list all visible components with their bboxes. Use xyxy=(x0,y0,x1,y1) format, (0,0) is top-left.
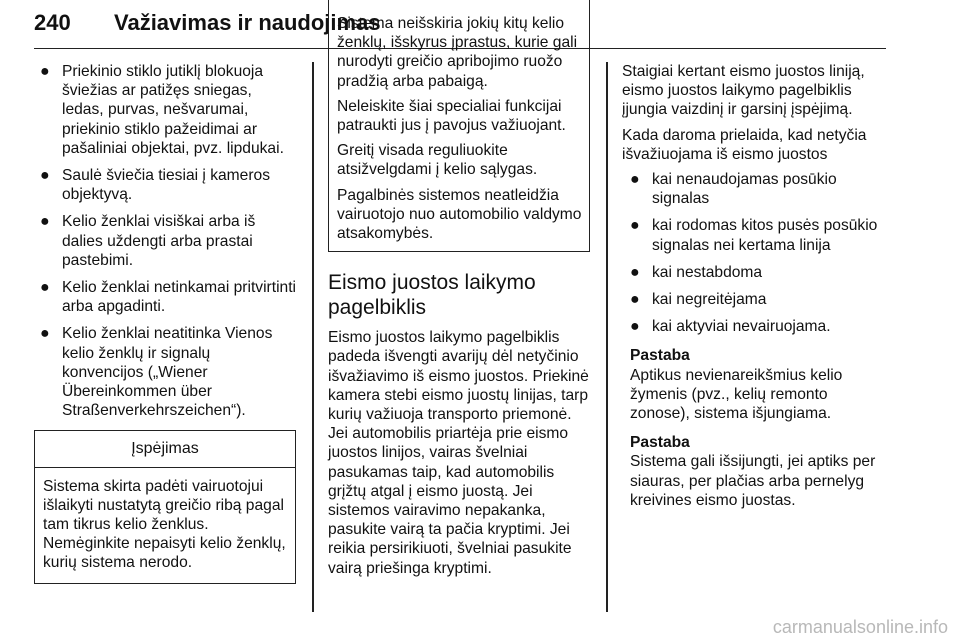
bullet-icon: ● xyxy=(630,217,640,235)
warning-paragraph: Sistema neišskiria jokių kitų kelio ženklų, išskyrus įprastus, kurie gali nurodyti greičio apribojimo ruožo pradžią arba pabaigą. xyxy=(337,15,578,90)
bullet-icon: ● xyxy=(40,325,50,343)
chapter-title: Važiavimas ir naudojimas xyxy=(114,10,381,35)
bullet-icon: ● xyxy=(630,318,640,336)
note-title: Pastaba xyxy=(630,434,690,452)
warning-title: Įspėjimas xyxy=(35,431,295,467)
column-divider-2 xyxy=(606,62,608,612)
warning-paragraph: Greitį visada reguliuokite atsižvelgdami į kelio sąlygas. xyxy=(337,142,538,179)
warning-paragraph: Pagalbinės sistemos neatleidžia vairuotojo nuo automobilio valdymo atsakomybės. xyxy=(337,186,582,243)
list-item: ● kai nestabdoma xyxy=(630,263,763,281)
column-2 xyxy=(328,15,590,578)
note-block xyxy=(630,433,890,510)
condition-list xyxy=(34,62,296,420)
section-body: Eismo juostos laikymo pagelbiklis padeda išvengti avarijų dėl netyčinio išvažiavimo iš eismo juostos. Priekinė kamera stebi eismo juostų linijas, tarp kurių važiuoja transporto priemonė. Jei automobilis priartėja prie eismo juostos linijos, vairas švelniai pasukamas taip, kad automobilis grįžtų atgal į eismo juostą. Jei sistemos vairavimo nepakanka, pasukite vairą ta pačia kryptimi. Jei reikia persirikiuoti, švelniai pasukite vairą priešinga kryptimi. xyxy=(328,329,589,577)
note-block xyxy=(630,346,890,423)
list-item: ● Kelio ženklai neatitinka Vienos kelio ženklų ir signalų konvencijos („Wiener Übereinkommen über Straßenverkehrszeichen“). xyxy=(40,325,273,420)
list-item: ● Saulė šviečia tiesiai į kameros objektyvą. xyxy=(40,167,271,204)
note-title: Pastaba xyxy=(630,347,690,365)
column-3 xyxy=(622,62,890,510)
bullet-icon: ● xyxy=(40,213,50,231)
bullet-icon: ● xyxy=(630,263,640,281)
list-item: ● kai rodomas kitos pusės posūkio signalas nei kertama linija xyxy=(630,217,878,254)
watermark: carmanualsonline.info xyxy=(772,617,948,637)
warning-paragraph: Neleiskite šiai specialiai funkcijai patraukti jus į pavojus važiuojant. xyxy=(337,97,566,135)
paragraph: Staigiai kertant eismo juostos liniją, eismo juostos laikymo pagelbiklis įjungia vaizdinį ir garsinį įspėjimą. xyxy=(622,63,865,119)
list-item: ● Kelio ženklai visiškai arba iš dalies uždengti arba prastai pastebimi. xyxy=(40,213,256,269)
column-divider-1 xyxy=(312,62,314,612)
column-1 xyxy=(34,62,296,584)
departure-conditions-list xyxy=(630,170,890,336)
bullet-icon: ● xyxy=(40,279,50,297)
list-item: ● Kelio ženklai netinkamai pritvirtinti arba apgadinti. xyxy=(40,279,297,316)
section-title: Eismo juostos laikymo pagelbiklis xyxy=(328,271,536,320)
bullet-icon: ● xyxy=(630,291,640,309)
warning-body: Sistema skirta padėti vairuotojui išlaikyti nustatytą greičio ribą pagal tam tikrus kelio ženklus. Nemėginkite nepaisyti kelio ženklų, kurių sistema nerodo. xyxy=(43,477,286,572)
list-item: ● kai negreitėjama xyxy=(630,291,767,309)
list-item: ● kai nenaudojamas posūkio signalas xyxy=(630,171,837,208)
bullet-icon: ● xyxy=(40,63,50,80)
bullet-icon: ● xyxy=(630,171,640,189)
warning-box-continued xyxy=(328,0,590,252)
paragraph: Kada daroma prielaida, kad netyčia išvažiuojama iš eismo juostos xyxy=(622,126,867,163)
bullet-icon: ● xyxy=(40,167,50,185)
note-body: Aptikus nevienareikšmius kelio žymenis (pvz., kelių remonto zonose), sistema išjungiama. xyxy=(630,366,843,423)
list-item: ● Priekinio stiklo jutiklį blokuoja šviežias ar patižęs sniegas, ledas, purvas, nešvarumai, priekinio stiklo pažeidimai ar pašaliniai objektai, pvz. lipdukai. xyxy=(40,63,284,157)
page-number: 240 xyxy=(34,10,71,35)
warning-box xyxy=(34,430,296,583)
list-item: ● kai aktyviai nevairuojama. xyxy=(630,318,831,336)
note-body: Sistema gali išsijungti, jei aptiks per siauras, per plačias arba pernelyg kreivines eismo juostas. xyxy=(630,453,876,509)
